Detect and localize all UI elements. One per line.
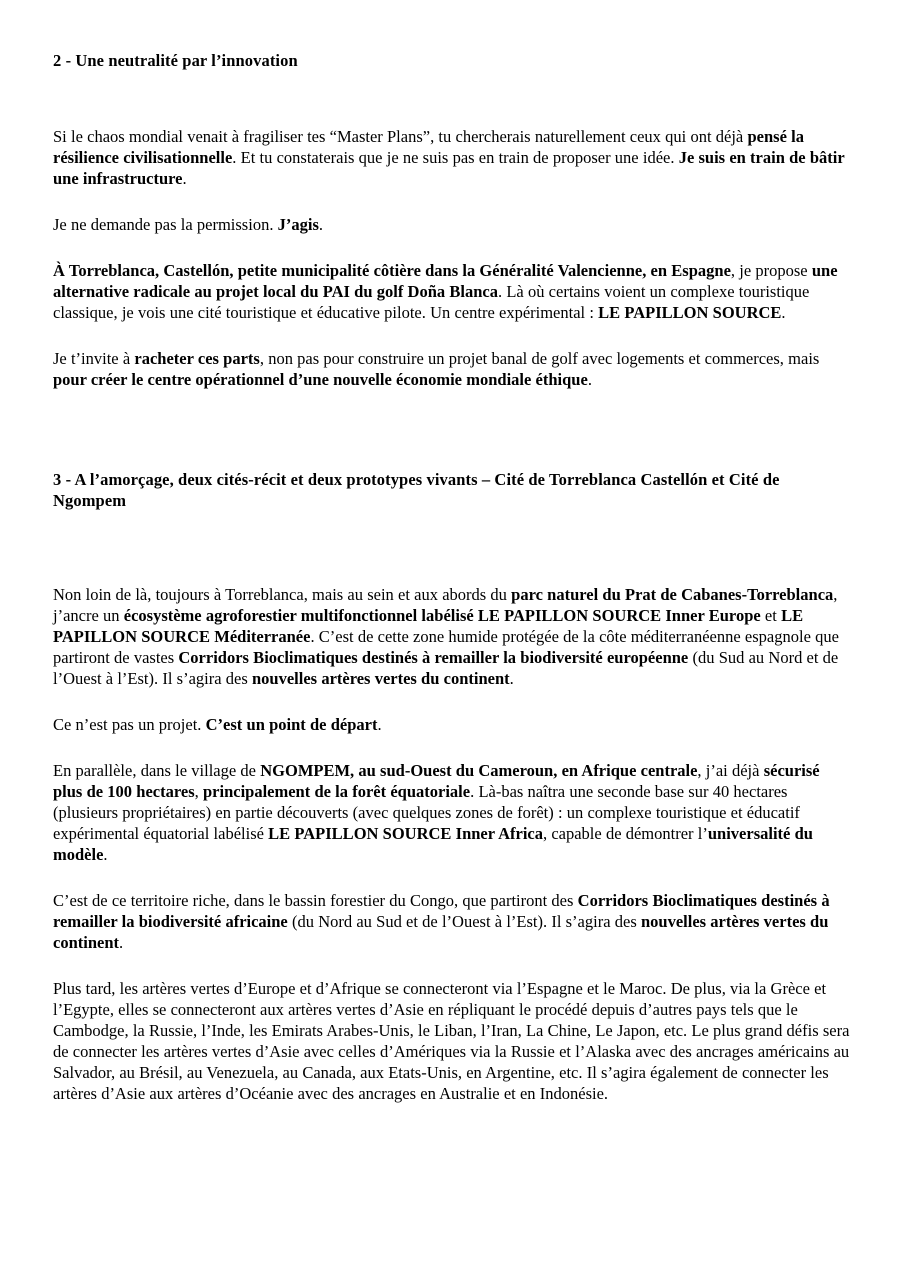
text-run: . [318,215,324,234]
bold-run: racheter ces parts [134,349,260,368]
spacer [53,323,851,348]
text-run: . [781,303,786,322]
bold-run: LE PAPILLON SOURCE Méditerranée [53,606,804,646]
bold-run: principalement de la forêt équatoriale [202,782,471,801]
paragraph [53,348,851,390]
bold-run: nouvelles artères vertes du continent [252,669,510,688]
text-run: Je ne demande pas la permission. [53,215,278,234]
text-run: . Et tu constaterais que je ne suis pas en train de proposer une idée. [232,148,679,167]
text-run: . [103,845,108,864]
text-run: En parallèle, dans le village de [53,761,261,780]
spacer [53,390,851,469]
bold-run: NGOMPEM, au sud-Ouest du Cameroun, en Afrique centrale [260,761,698,780]
text-run: , j’ancre un [53,585,838,625]
text-run: . [119,933,124,952]
text-run: , capable de démontrer l’ [542,824,708,843]
bold-run: sécurisé plus de 100 hectares [53,761,820,801]
text-run: Non loin de là, toujours à Torreblanca, mais au sein et aux abords du [53,585,512,604]
spacer [53,71,851,126]
bold-run: universalité du modèle [53,824,813,864]
paragraph [53,260,851,323]
text-run: , je propose [730,261,812,280]
text-run: , j’ai déjà [697,761,764,780]
bold-run: une alternative radicale au projet local du PAI du golf Doña Blanca [53,261,838,301]
spacer [53,189,851,214]
text-run: , non pas pour construire un projet banal de golf avec logements et commerces, mais [259,349,820,368]
bold-run: parc naturel du Prat de Cabanes-Torreblanca [511,585,834,604]
spacer [53,511,851,584]
text-run: (du Sud au Nord et de l’Ouest à l’Est). Il s’agira des [53,648,839,688]
text-run: et [760,606,782,625]
text-run: . Là-bas naîtra une seconde base sur 40 hectares (plusieurs propriétaires) en partie découverts (avec quelques zones de forêt) : un complexe touristique et éducatif expérimental équatorial labélisé [53,782,800,843]
bold-run: J’agis [277,215,319,234]
bold-run: Je suis en train de bâtir une infrastructure [53,148,845,188]
bold-run: Corridors Bioclimatiques destinés à remailler la biodiversité européenne [178,648,689,667]
text-run: . [377,715,382,734]
paragraph [53,890,851,953]
bold-run: pour créer le centre opérationnel d’une nouvelle économie mondiale éthique [53,370,588,389]
spacer [53,689,851,714]
section-heading-2: 2 - Une neutralité par l’innovation [53,51,298,70]
paragraph [53,126,851,189]
bold-run: pensé la résilience civilisationnelle [53,127,804,167]
spacer [53,953,851,978]
paragraph [53,714,851,735]
paragraph [53,214,851,235]
spacer [53,865,851,890]
text-run: . [587,370,592,389]
bold-run: écosystème agroforestier multifonctionnel labélisé LE PAPILLON SOURCE Inner Europe [123,606,761,625]
spacer [53,235,851,260]
text-run: (du Nord au Sud et de l’Ouest à l’Est). Il s’agira des [287,912,641,931]
text-run: Je t’invite à [53,349,135,368]
text-run: , [194,782,203,801]
text-run: . [182,169,187,188]
document-body [53,50,851,1104]
bold-run: Corridors Bioclimatiques destinés à remailler la biodiversité africaine [53,891,830,931]
spacer [53,735,851,760]
text-run: . [509,669,514,688]
text-run: Si le chaos mondial venait à fragiliser tes “Master Plans”, tu chercherais naturellement ceux qui ont déjà [53,127,748,146]
text-run: Ce n’est pas un projet. [53,715,206,734]
paragraph [53,760,851,865]
paragraph [53,584,851,689]
text-run: . Là où certains voient un complexe touristique classique, je vois une cité touristique et éducative pilote. Un centre expérimental : [53,282,810,322]
bold-run: C’est un point de départ [205,715,378,734]
text-run: C’est de ce territoire riche, dans le bassin forestier du Congo, que partiront des [53,891,578,910]
paragraph [53,978,851,1104]
bold-run: nouvelles artères vertes du continent [53,912,829,952]
bold-run: À Torreblanca, Castellón, petite municipalité côtière dans la Généralité Valencienne, en Espagne [53,261,731,280]
text-run: Plus tard, les artères vertes d’Europe et d’Afrique se connecteront via l’Espagne et le Maroc. De plus, via la Grèce et l’Egypte, elles se connecteront aux artères vertes d’Asie en répliquant le procédé depuis d’autres pays tels que le Cambodge, la Russie, l’Inde, les Emirats Arabes-Unis, le Liban, l’Iran, La Chine, Le Japon, etc. Le plus grand défis sera de connecter les artères vertes d’Asie avec celles d’Amériques via la Russie et l’Alaska avec des ancrages américains au Salvador, au Brésil, au Venezuela, au Canada, aux Etats-Unis, en Argentine, etc. Il s’agira également de connecter les artères d’Asie aux artères d’Océanie avec des ancrages en Australie et en Indonésie. [53,979,850,1103]
text-run: . C’est de cette zone humide protégée de la côte méditerranéenne espagnole que partiront de vastes [53,627,839,667]
bold-run: LE PAPILLON SOURCE Inner Africa [268,824,543,843]
section-heading-3: 3 - A l’amorçage, deux cités-récit et deux prototypes vivants – Cité de Torreblanca Castellón et Cité de Ngompem [53,470,780,510]
bold-run: LE PAPILLON SOURCE [598,303,782,322]
